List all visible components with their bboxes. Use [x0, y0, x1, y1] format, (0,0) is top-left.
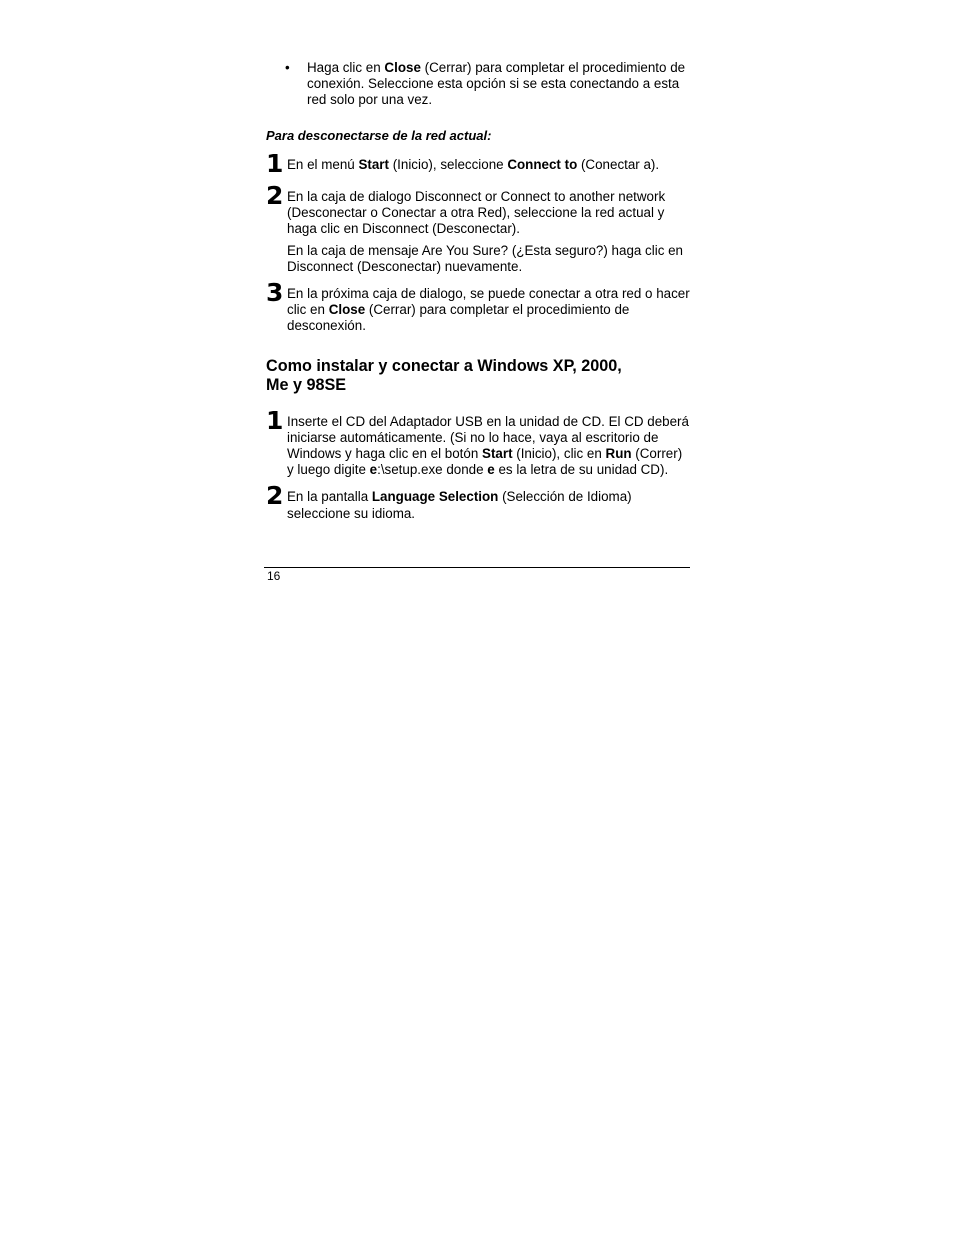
step-number: 2: [266, 481, 283, 511]
step-number: 1: [266, 148, 283, 178]
install-step-2: [266, 481, 690, 521]
step-text: En la pantalla Language Selection (Selección de Idioma) seleccione su idioma.: [287, 489, 632, 521]
disconnect-step-2: [266, 181, 690, 275]
disconnect-step-1: [266, 148, 690, 178]
step-number: 2: [266, 181, 283, 211]
footer-divider: [264, 567, 690, 568]
step-text: En la próxima caja de dialogo, se puede conectar a otra red o hacer clic en Close (Cerrar) para completar el procedimiento de desconexión.: [287, 286, 690, 334]
step-text: En el menú Start (Inicio), seleccione Connect to (Conectar a).: [287, 156, 660, 172]
page-number: 16: [267, 569, 281, 583]
step-text-continued: En la caja de mensaje Are You Sure? (¿Esta seguro?) haga clic en Disconnect (Desconectar) nuevamente.: [287, 242, 684, 274]
bullet-dot-icon: •: [285, 60, 290, 75]
install-section-title: Como instalar y conectar a Windows XP, 2000, Me y 98SE: [266, 356, 622, 395]
step-number: 3: [266, 278, 283, 308]
step-text: En la caja de dialogo Disconnect or Connect to another network (Desconectar o Conectar a otra Red), seleccione la red actual y haga clic en Disconnect (Desconectar).: [287, 189, 666, 237]
install-step-1: [266, 405, 690, 479]
disconnect-step-3: [266, 278, 690, 335]
disconnect-subheading: Para desconectarse de la red actual:: [266, 127, 492, 143]
step-text: Inserte el CD del Adaptador USB en la unidad de CD. El CD deberá iniciarse automáticamente. (Si no lo hace, vaya al escritorio de Windows y haga clic en el botón Start (Inicio), clic en Run (Correr) y luego digite e:\setup.exe donde e es la letra de su unidad CD).: [287, 413, 689, 478]
step-number: 1: [266, 405, 283, 435]
close-bullet-item: • Haga clic en Close (Cerrar) para completar el procedimiento de conexión. Seleccione esta opción si se esta conectando a esta red solo por una vez.: [285, 60, 686, 108]
manual-page-content: [266, 60, 690, 522]
